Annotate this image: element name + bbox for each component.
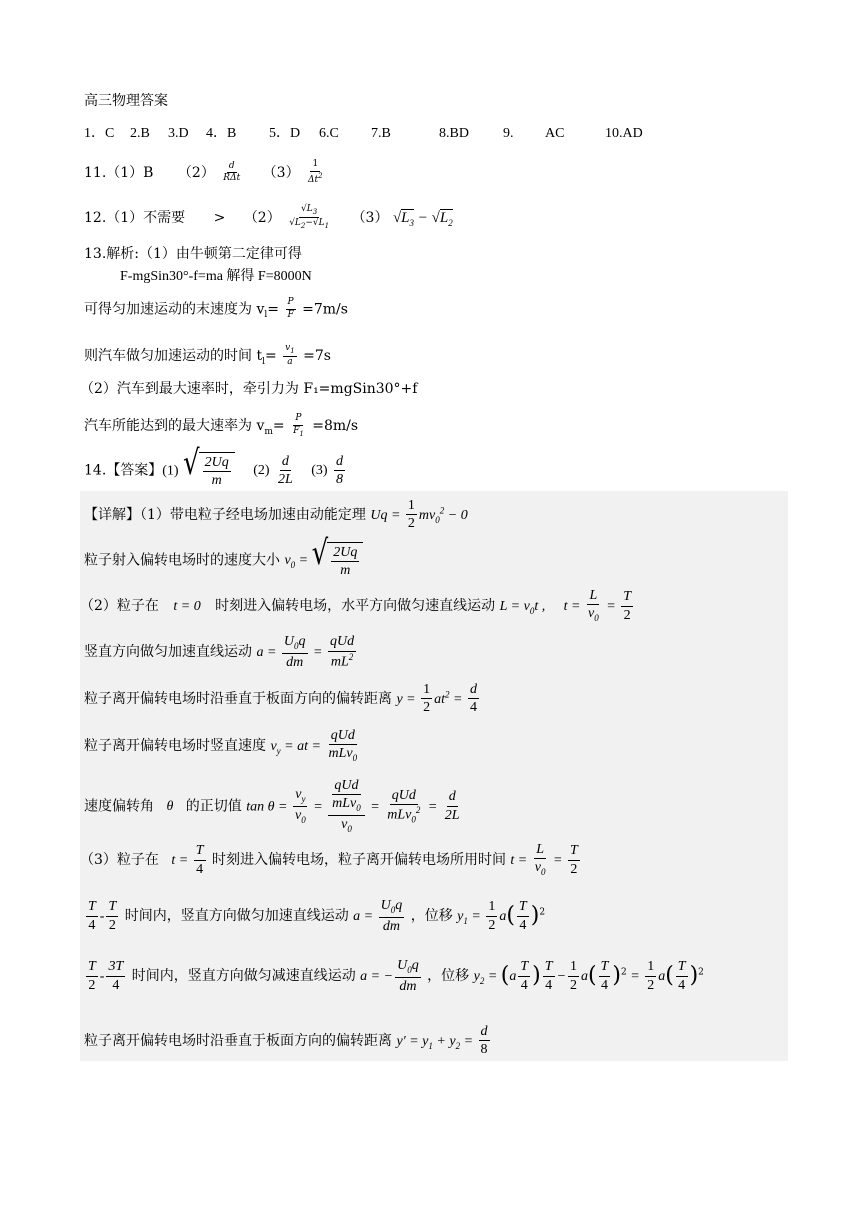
answer-10: 10.AD [605, 126, 643, 141]
q13-line3: 可得匀加速运动的末速度为 $v_l=$ $\frac{P}{F}$ =7m/s [84, 297, 348, 321]
q14-detail7-text-a: 速度偏转角 [84, 798, 154, 815]
q12-part3: （3） [351, 209, 389, 226]
q14-detail9-text-a: 时间内，竖直方向做匀加速直线运动 [124, 908, 349, 925]
q14-heading: 14.【答案】 [84, 462, 163, 479]
answer-4: 4．B [206, 126, 237, 141]
answer-3: 3.D [168, 126, 189, 141]
answer-9: 9. [503, 126, 514, 141]
q14-detail-line3: （2）粒子在 t = 0 时刻进入偏转电场，水平方向做匀速直线运动 $L = v_0t$ , t = $\frac{L}{v_0}$ = $\frac{T}{2}$ [80, 588, 631, 624]
q14-detail5-text: 粒子离开偏转电场时沿垂直于板面方向的偏转距离 [84, 690, 392, 707]
q11-fraction-1-over-dt2: $\frac{1}{\Delta t^2}$ [308, 159, 323, 185]
q14-detail6-text: 粒子离开偏转电场时竖直速度 [84, 738, 266, 755]
q14-answer3-fraction: $\frac{d}{8}$ [336, 453, 344, 487]
q14-detail3-text-b: 时刻进入偏转电场，水平方向做匀速直线运动 [215, 598, 496, 615]
q13-line5: （2）汽车到最大速率时，牵引力为 F₁=mgSin30°+f [80, 381, 418, 397]
q14-detail-line6: 粒子离开偏转电场时竖直速度 $v_y$ = at = $\frac{\text{qUd}}{mLv_0}$ [84, 728, 358, 764]
q13-fraction-v1-over-a: $\frac{v_1}{a}$ [285, 343, 295, 368]
q12-difference-expression: $√L_3 - √L_2$ [392, 209, 453, 228]
q13-line3-eq: = [267, 301, 284, 318]
q14-detail-line4: 竖直方向做匀加速直线运动 a = $\frac{U_0q}{dm}$ = $\frac{\text{qUd}}{mL^2}$ [84, 634, 355, 670]
q14-answer1-sqrt: √ $\frac{2Uq}{m}$ [183, 452, 235, 489]
answer-8: 8.BD [439, 126, 469, 141]
q11-part2: （2） [177, 164, 215, 181]
q12-part1: 12.（1）不需要 [84, 209, 186, 226]
q13-fraction-p-over-f: $\frac{P}{F}$ [287, 297, 294, 320]
q14-detail-line8: （3）粒子在 t = $\frac{T}{4}$ 时刻进入偏转电场，粒子离开偏转电场所用时间 t = $\frac{L}{v_0}$ = $\frac{T}{2}$ [80, 842, 578, 878]
q13-line4-eq: = [264, 348, 282, 365]
q12-part2: （2） [243, 209, 281, 226]
answer-6: 6.C [319, 126, 339, 141]
q14-detail8-text-a: （3）粒子在 [80, 852, 159, 869]
q14-answer3-label: (3) [311, 463, 328, 479]
q14-answer2-fraction: $\frac{d}{2L}$ [277, 453, 293, 487]
answer-5: 5．D [269, 126, 301, 141]
q13-fraction-p-over-f1: $\frac{P}{F_1}$ [293, 413, 304, 438]
answer-2: 2.B [130, 126, 150, 141]
q14-detail-line7: 速度偏转角 θ 的正切值 tan θ = $\frac{v_y}{v_0}$ = $\frac{\frac{\text{qUd}}{mLv_0}}{v_0}$ = $\frac{\text{qUd}}{mLv_0^2}$ = $\frac{d}{2L}$ [84, 778, 460, 834]
q14-detail8-text-b: 时刻进入偏转电场，粒子离开偏转电场所用时间 [211, 852, 506, 869]
q13-line3-text: 可得匀加速运动的末速度为 v [84, 301, 265, 318]
answer-9-value: AC [545, 126, 565, 141]
q14-detail9-text-b: ，位移 [410, 908, 453, 925]
q14-detail3-text-a: （2）粒子在 [80, 598, 159, 615]
q13-line6-eq: = [272, 418, 290, 435]
q14-detail-line2: 粒子射入偏转电场时的速度大小 $v_0$ = √ $\frac{2Uq}{m}$ [84, 542, 363, 579]
q14-detail11-text: 粒子离开偏转电场时沿垂直于板面方向的偏转距离 [84, 1032, 392, 1049]
q12-comparison: > [213, 209, 226, 226]
q11-fraction-d-over-rdt: $\frac{d}{\text{RΔt}}$ [223, 160, 241, 184]
q14-answer2-label: (2) [253, 463, 270, 479]
q14-detail1-text: 【详解】（1）带电粒子经电场加速由动能定理 [84, 506, 366, 523]
q13-line3-result: =7m/s [297, 301, 348, 318]
q11-line [84, 160, 327, 186]
q13-line6-text: 汽车所能达到的最大速率为 v [84, 418, 265, 435]
q14-answer1-label: (1) [162, 463, 179, 479]
q13-line6-result: =8m/s [307, 418, 359, 435]
q14-detail-line1: 【详解】（1）带电粒子经电场加速由动能定理 Uq = $\frac{1}{2}$ $mv_0^2 - 0$ [84, 498, 468, 532]
q14-detail-line10: $\frac{T}{2}$ - $\frac{3T}{4}$ 时间内，竖直方向做匀减速直线运动 a = − $\frac{U_0q}{dm}$ ，位移 $y_2 = (a$ $\frac{T}{4}$ ) $\frac{T}{4}$ − $\frac{1}{2}$ a( $\frac{T}{4}$ )$^2$ = $\frac{1}{2}$ a( $\frac{T}{4}$ )$^2$ [88, 958, 704, 994]
q14-detail4-text: 竖直方向做匀加速直线运动 [84, 644, 252, 661]
q14-detail2-text: 粒子射入偏转电场时的速度大小 [84, 552, 280, 569]
q11-part1: 11.（1）B [84, 164, 154, 181]
q13-line1: 13.解析:（1）由牛顿第二定律可得 [84, 246, 302, 262]
q14-detail7-text-b: 的正切值 [185, 798, 242, 815]
q13-line2: F-mgSin30°-f=ma 解得 F=8000N [120, 269, 312, 284]
q13-line4-result: =7s [298, 348, 331, 365]
q13-line4: 则汽车做匀加速运动的时间 $t_l=$ $\frac{v_1}{a}$ =7s [84, 343, 331, 368]
q12-line [84, 205, 453, 231]
q14-detail-line5: 粒子离开偏转电场时沿垂直于板面方向的偏转距离 y = $\frac{1}{2}$ $at^2$ = $\frac{d}{4}$ [84, 682, 477, 716]
answer-7: 7.B [371, 126, 391, 141]
answer-1: 1．C [84, 126, 115, 141]
q13-line4-text: 则汽车做匀加速运动的时间 t [84, 348, 263, 365]
q11-part3: （3） [262, 164, 300, 181]
q13-line6: 汽车所能达到的最大速率为 $v_m=$ $\frac{P}{F_1}$ =8m/s [84, 413, 359, 438]
q12-fraction: $\frac{√L_3}{√L_2-√L_1}$ [289, 204, 330, 231]
q14-detail-line11: 粒子离开偏转电场时沿垂直于板面方向的偏转距离 $y' = y_1 + y_2$ = $\frac{d}{8}$ [84, 1024, 488, 1058]
q14-detail10-text-b: ，位移 [427, 968, 470, 985]
q14-answer-line [84, 443, 347, 489]
q14-detail10-text-a: 时间内，竖直方向做匀减速直线运动 [131, 968, 356, 985]
page-title: 高三物理答案 [84, 93, 168, 109]
q14-detail-line9: $\frac{T}{4}$ - $\frac{T}{2}$ 时间内，竖直方向做匀加速直线运动 a = $\frac{U_0q}{dm}$ ，位移 $y_1$ = $\frac{1}{2}$ a( $\frac{T}{4}$ )$^2$ [88, 898, 546, 934]
